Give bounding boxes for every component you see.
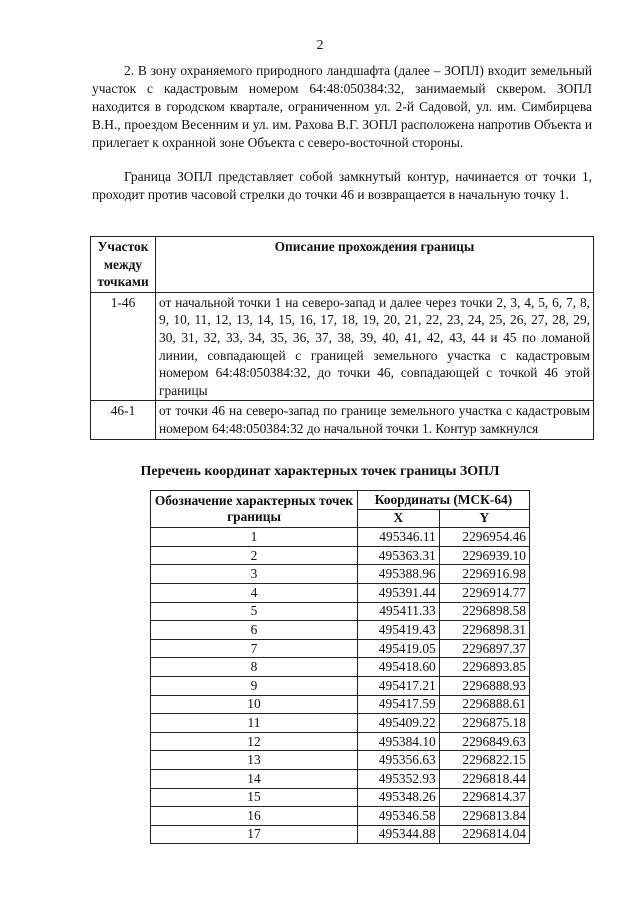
table-row <box>91 292 594 401</box>
y-cell: 2296814.04 <box>439 825 529 844</box>
point-cell: 8 <box>151 658 358 677</box>
segment-cell: 46-1 <box>91 401 156 439</box>
point-cell: 17 <box>151 825 358 844</box>
header-coordinates: Координаты (МСК-64) <box>358 491 530 510</box>
table-row <box>151 769 530 788</box>
table-row <box>151 751 530 770</box>
header-description: Описание прохождения границы <box>156 237 594 293</box>
description-cell: от точки 46 на северо-запад по границе земельного участка с кадастровым номером 64:48:050384:32 до начальной точки 1. Контур замкнулся <box>156 401 594 439</box>
table-row <box>151 788 530 807</box>
y-cell: 2296849.63 <box>439 732 529 751</box>
table-row <box>151 639 530 658</box>
coordinates-table <box>150 490 530 844</box>
y-cell: 2296898.58 <box>439 602 529 621</box>
header-segment: Участок между точками <box>91 237 156 293</box>
y-cell: 2296916.98 <box>439 565 529 584</box>
description-cell: от начальной точки 1 на северо-запад и далее через точки 2, 3, 4, 5, 6, 7, 8, 9, 10, 11, 12, 13, 14, 15, 16, 17, 18, 19, 20, 21, 22, 23, 24, 25, 26, 27, 28, 29, 30, 31, 32, 33, 34, 35, 36, 37, 38, 39, 40, 41, 42, 43, 44 и 45 по ломаной линии, совпадающей с границей земельного участка с кадастровым номером 64:48:050384:32, до точки 46, совпадающей с точкой 46 этой границы <box>156 292 594 401</box>
x-cell: 495419.43 <box>358 621 440 640</box>
x-cell: 495388.96 <box>358 565 440 584</box>
page-number: 2 <box>316 38 324 53</box>
y-cell: 2296822.15 <box>439 751 529 770</box>
y-cell: 2296897.37 <box>439 639 529 658</box>
header-y: Y <box>439 509 529 528</box>
point-cell: 4 <box>151 583 358 602</box>
coordinates-title: Перечень координат характерных точек границы ЗОПЛ <box>140 464 500 479</box>
x-cell: 495391.44 <box>358 583 440 602</box>
coordinates-body <box>151 528 530 844</box>
point-cell: 6 <box>151 621 358 640</box>
y-cell: 2296875.18 <box>439 714 529 733</box>
y-cell: 2296954.46 <box>439 528 529 547</box>
border-table-header-row <box>91 237 594 293</box>
x-cell: 495417.59 <box>358 695 440 714</box>
table-row <box>151 714 530 733</box>
table-row <box>151 825 530 844</box>
x-cell: 495417.21 <box>358 676 440 695</box>
coord-header-row <box>151 491 530 510</box>
header-point-designation: Обозначение характерных точек границы <box>151 491 358 528</box>
x-cell: 495411.33 <box>358 602 440 621</box>
table-row <box>91 401 594 439</box>
x-cell: 495409.22 <box>358 714 440 733</box>
paragraph-border-contour: Граница ЗОПЛ представляет собой замкнутый контур, начинается от точки 1, проходит против часовой стрелки до точки 46 и возвращается в начальную точку 1. <box>92 169 592 202</box>
table-row <box>151 583 530 602</box>
y-cell: 2296888.61 <box>439 695 529 714</box>
table-row <box>151 807 530 826</box>
point-cell: 7 <box>151 639 358 658</box>
x-cell: 495346.58 <box>358 807 440 826</box>
table-row <box>151 621 530 640</box>
table-row <box>151 658 530 677</box>
x-cell: 495348.26 <box>358 788 440 807</box>
y-cell: 2296914.77 <box>439 583 529 602</box>
y-cell: 2296893.85 <box>439 658 529 677</box>
segment-cell: 1-46 <box>91 292 156 401</box>
x-cell: 495344.88 <box>358 825 440 844</box>
table-row <box>151 528 530 547</box>
y-cell: 2296814.37 <box>439 788 529 807</box>
x-cell: 495384.10 <box>358 732 440 751</box>
table-row <box>151 732 530 751</box>
table-row <box>151 602 530 621</box>
point-cell: 10 <box>151 695 358 714</box>
y-cell: 2296888.93 <box>439 676 529 695</box>
point-cell: 5 <box>151 602 358 621</box>
x-cell: 495352.93 <box>358 769 440 788</box>
point-cell: 9 <box>151 676 358 695</box>
point-cell: 11 <box>151 714 358 733</box>
x-cell: 495356.63 <box>358 751 440 770</box>
point-cell: 16 <box>151 807 358 826</box>
x-cell: 495363.31 <box>358 546 440 565</box>
point-cell: 3 <box>151 565 358 584</box>
point-cell: 12 <box>151 732 358 751</box>
y-cell: 2296898.31 <box>439 621 529 640</box>
x-cell: 495346.11 <box>358 528 440 547</box>
point-cell: 13 <box>151 751 358 770</box>
border-description-table <box>90 236 594 440</box>
table-row <box>151 676 530 695</box>
point-cell: 14 <box>151 769 358 788</box>
x-cell: 495419.05 <box>358 639 440 658</box>
y-cell: 2296939.10 <box>439 546 529 565</box>
paragraph-zopl-description: 2. В зону охраняемого природного ландшафта (далее – ЗОПЛ) входит земельный участок с кадастровым номером 64:48:050384:32, занимаемый сквером. ЗОПЛ находится в городском квартале, ограниченном ул. 2-й Садовой, ул. им. Симбирцева В.Н., проездом Весенним и ул. им. Рахова В.Г. ЗОПЛ расположена напротив Объекта и прилегает к охранной зоне Объекта с северо-восточной стороны. <box>92 63 592 150</box>
y-cell: 2296818.44 <box>439 769 529 788</box>
y-cell: 2296813.84 <box>439 807 529 826</box>
point-cell: 2 <box>151 546 358 565</box>
table-row <box>151 546 530 565</box>
table-row <box>151 565 530 584</box>
point-cell: 1 <box>151 528 358 547</box>
x-cell: 495418.60 <box>358 658 440 677</box>
header-x: X <box>358 509 440 528</box>
table-row <box>151 695 530 714</box>
point-cell: 15 <box>151 788 358 807</box>
